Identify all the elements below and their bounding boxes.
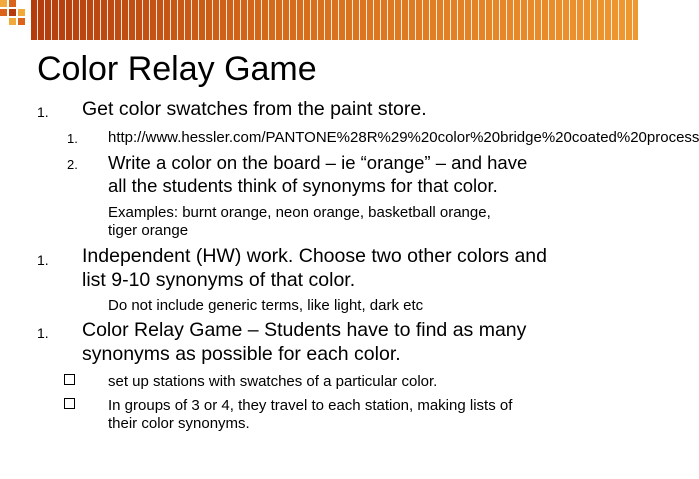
list-item-text: Get color swatches from the paint store. [82,98,427,120]
list-item-text: Color Relay Game – Students have to find as many [82,319,527,341]
sub-note-text: Examples: burnt orange, neon orange, basketball orange, [108,204,491,221]
bullet-text: In groups of 3 or 4, they travel to each station, making lists of [108,397,513,414]
pantone-link[interactable]: http://www.hessler.com/PANTONE%28R%29%20color%20bridge%20coated%20process [108,129,699,146]
list-number: 1. [67,131,78,146]
list-number: 1. [37,104,49,120]
list-item-text: synonyms as possible for each color. [82,343,401,365]
bullet-text: set up stations with swatches of a particular color. [108,373,438,390]
sub-note-text: tiger orange [108,222,189,239]
bullet-text: their color synonyms. [108,415,250,432]
list-item-text: list 9-10 synonyms of that color. [82,269,356,291]
list-item-text: all the students think of synonyms for that color. [108,175,498,196]
corner-decoration [0,0,26,26]
list-item-text: Write a color on the board – ie “orange” – and have [108,152,528,173]
list-number: 1. [37,252,49,268]
square-bullet-icon [64,398,75,409]
list-item-text: Independent (HW) work. Choose two other colors and [82,245,547,267]
sub-note-text: Do not include generic terms, like light, dark etc [108,297,424,314]
square-bullet-icon [64,374,75,385]
slide-title: Color Relay Game [37,50,317,88]
list-number: 1. [37,325,49,341]
list-number: 2. [67,157,78,172]
header-accent-bar [31,0,638,40]
